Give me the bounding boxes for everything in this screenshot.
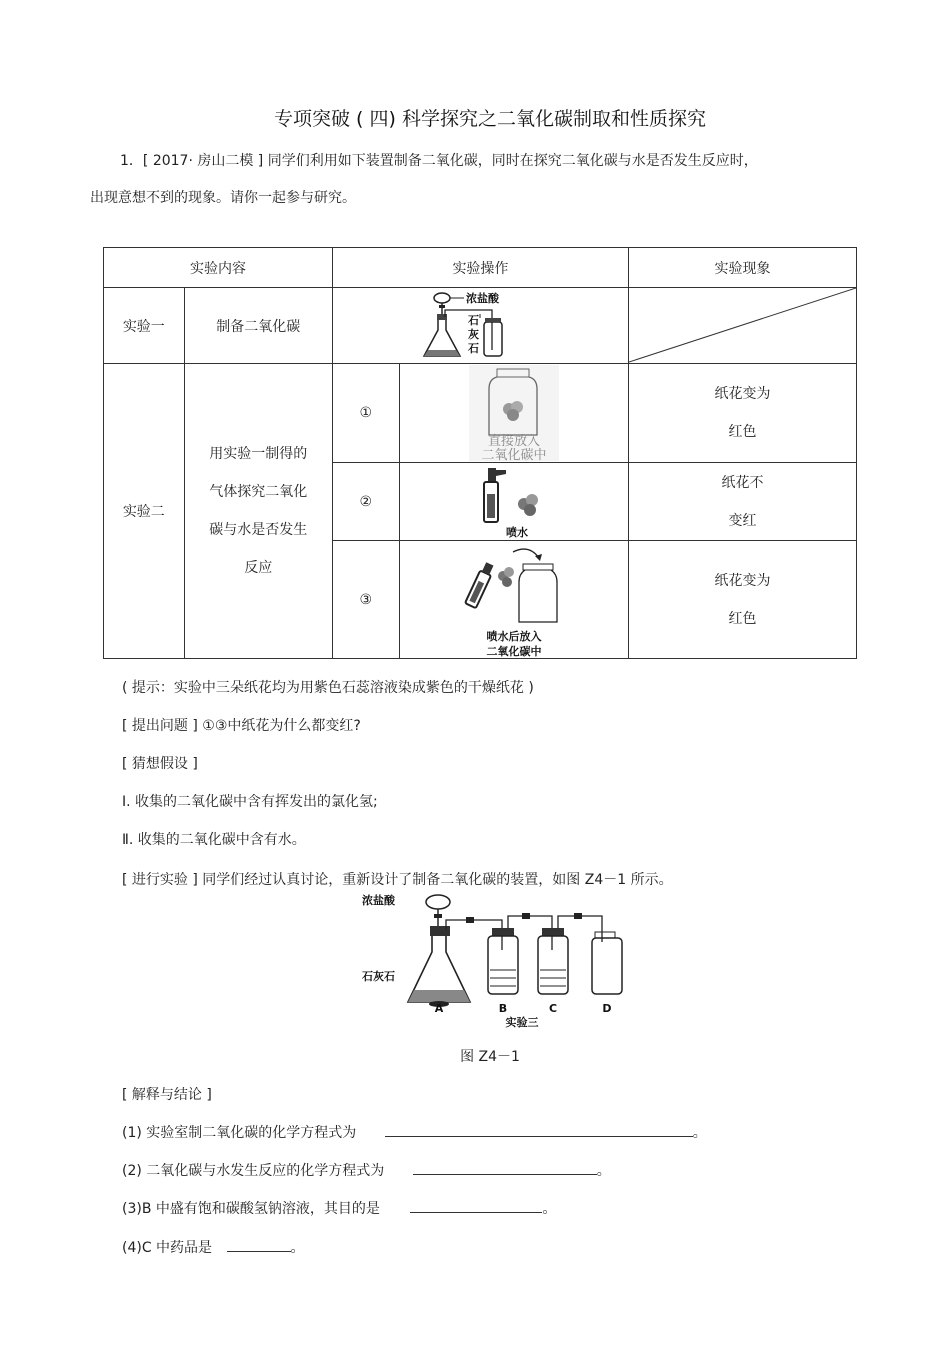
row1-number: ① [332,364,399,463]
fig-label-b: B [498,1002,508,1015]
conclusion-4-text: (4)C 中药品是 [122,1240,213,1256]
fig-stone-label: 石灰石 [362,970,395,983]
row2-operation-cell [399,463,628,541]
table-header-row [104,248,857,288]
stone-label-1: 石 [468,313,480,327]
spray-then-jar-diagram [459,542,569,658]
row1-operation-cell [399,364,628,463]
conclusion-3-text: (3)B 中盛有饱和碳酸氢钠溶液，其目的是 [122,1201,380,1217]
exp2-content-line-2: 气体探究二氧化 [209,484,308,500]
row2-number: ② [332,463,399,541]
answer-blank-2[interactable] [413,1160,597,1175]
hypothesis-heading: [ 猜想假设 ] [122,756,198,772]
period-1: 。 [692,1125,707,1141]
row1-caption-2: 二氧化碳中 [481,448,547,461]
conclusion-2-text: (2) 二氧化碳与水发生反应的化学方程式为 [122,1163,385,1179]
exp1-content: 制备二氧化碳 [184,288,332,364]
question-1-line-2: 出现意想不到的现象。请你一起参与研究。 [90,190,356,206]
hypothesis-1: Ⅰ. 收集的二氧化碳中含有挥发出的氯化氢; [122,794,378,810]
row2-caption: 喷水 [505,525,528,539]
row3-phenomenon-2: 红色 [728,610,757,627]
row3-number: ③ [332,541,399,659]
fig-label-c: C [548,1002,558,1015]
page-title: 专项突破 ( 四) 科学探究之二氧化碳制取和性质探究 [274,108,706,130]
period-3: 。 [542,1201,557,1217]
experiment-table [103,247,857,659]
conclusion-1 [122,1122,707,1142]
header-phenomenon: 实验现象 [628,248,856,288]
row2-phenomenon-2: 变红 [728,512,757,529]
period-2: 。 [596,1163,611,1179]
acid-label: 浓盐酸 [466,291,500,305]
conclusion-4 [122,1237,305,1257]
diagonal-slash [629,288,856,363]
co2-generator-diagram [420,290,540,362]
row3-phenomenon-1: 纸花变为 [714,572,771,589]
table-row-exp2-1 [104,364,857,463]
row2-phenomenon-1: 纸花不 [721,474,764,491]
hint-text: ( 提示：实验中三朵纸花均为用紫色石蕊溶液染成紫色的干燥纸花 ) [122,680,534,696]
conclusion-heading: [ 解释与结论 ] [122,1087,212,1103]
row2-phenomenon [628,463,856,541]
row1-caption-1: 直接放入 [487,434,540,449]
question-1-line-1: 1．[ 2017· 房山二模 ] 同学们利用如下装置制备二氧化碳，同时在探究二氧化碳与水是否发生反应时， [120,153,758,169]
answer-blank-3[interactable] [410,1198,542,1213]
row1-phenomenon-2: 红色 [728,424,757,440]
exp1-phenomenon-empty [628,288,856,364]
exp2-name: 实验二 [104,364,185,659]
jar-with-flower-diagram [469,365,559,461]
stone-label-2: 灰 [468,327,480,341]
row3-caption-2: 二氧化碳中 [486,644,542,658]
conclusion-3 [122,1198,556,1218]
row1-phenomenon [628,364,856,463]
period-4: 。 [290,1240,305,1256]
exp2-content [184,364,332,659]
figure-z4-1-apparatus [362,890,642,1030]
answer-blank-1[interactable] [385,1122,693,1137]
row3-phenomenon [628,541,856,659]
header-operation: 实验操作 [332,248,628,288]
row3-caption-1: 喷水后放入 [486,629,542,643]
exp2-content-line-3: 碳与水是否发生 [209,522,308,538]
row1-phenomenon-1: 纸花变为 [714,386,771,402]
spray-bottle-diagram [474,464,554,540]
raise-question: [ 提出问题 ] ①③中纸花为什么都变红? [122,718,361,734]
fig-acid-label: 浓盐酸 [362,894,395,907]
fig-name: 实验三 [505,1016,539,1029]
answer-blank-4[interactable] [227,1237,291,1252]
header-content: 实验内容 [104,248,333,288]
row3-operation-cell [399,541,628,659]
hypothesis-2: Ⅱ. 收集的二氧化碳中含有水。 [122,832,306,848]
fig-label-a: A [434,1002,444,1015]
exp1-name: 实验一 [104,288,185,364]
figure-caption: 图 Z4－1 [460,1049,520,1065]
stone-label-3: 石 [468,341,480,355]
experiment-text: [ 进行实验 ] 同学们经过认真讨论，重新设计了制备二氧化碳的装置，如图 Z4－1 所示。 [122,872,673,888]
conclusion-1-text: (1) 实验室制二氧化碳的化学方程式为 [122,1125,357,1141]
exp1-apparatus-cell [332,288,628,364]
table-row-exp1 [104,288,857,364]
exp2-content-line-1: 用实验一制得的 [209,446,308,462]
exp2-content-line-4: 反应 [244,560,273,576]
fig-label-d: D [602,1002,612,1015]
conclusion-2 [122,1160,611,1180]
